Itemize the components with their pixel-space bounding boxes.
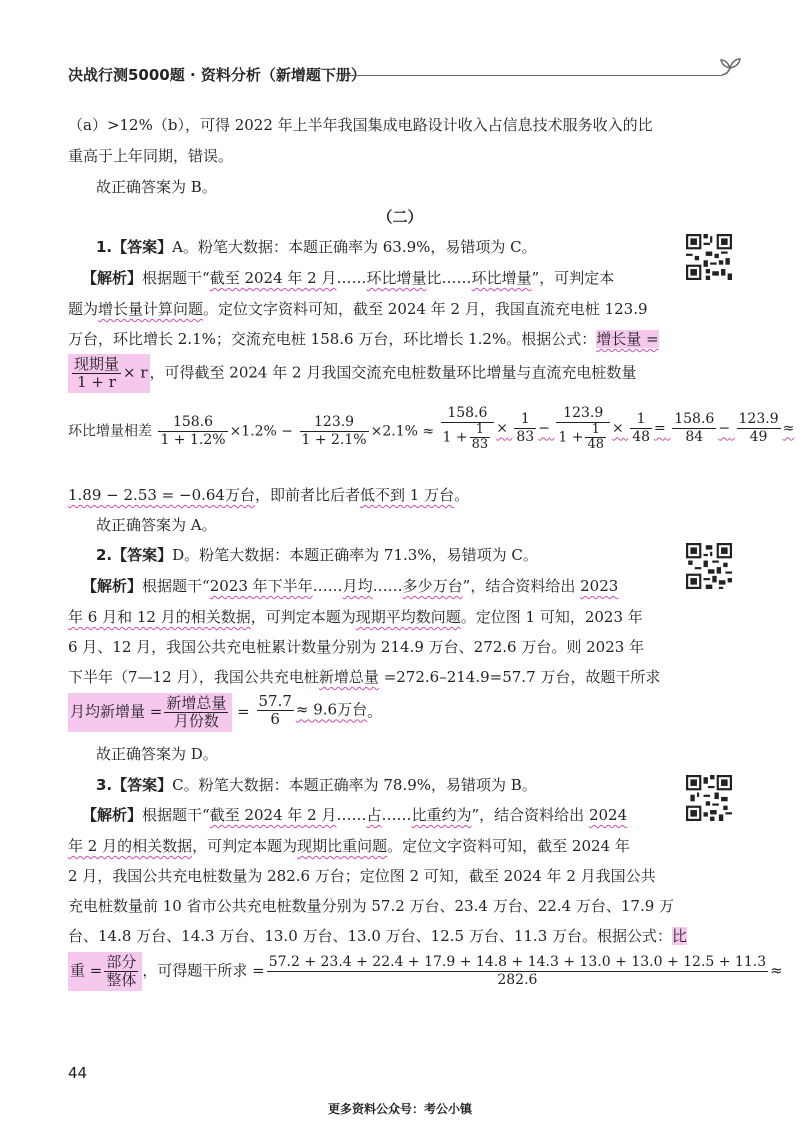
q2-analysis-line-3: 6 月、12 月，我国公共充电桩累计数量分别为 214.9 万台、272.6 万台。则 2023 年 [68,638,645,656]
q3-analysis-line-3: 2 月，我国公共充电桩数量为 282.6 万台；定位图 2 可知，截至 2024 年 2 月我国公共 [68,867,656,885]
q3-analysis-line-5: 台、14.8 万台、14.3 万台、13.0 万台、13.0 万台、12.5 万台、11.3 万台。根据公式：比 [68,927,688,945]
growth-formula: $\frac{\text{现期量}}{1 + r}$ × r [68,354,150,393]
analysis-label: 【解析】 [82,269,143,287]
book-title: 决战行测5000题 · 资料分析（新增题下册） [68,66,366,84]
answer-label: 2.【答案】 [96,546,173,564]
q2-analysis-line-2: 年 6 月和 12 月的相关数据，可判定本题为现期平均数问题。定位图 1 可知，2023 年 [68,608,643,626]
q1-analysis-line-1: 【解析】根据题干“截至 2024 年 2 月……环比增量比……环比增量”，可判定本 [82,269,615,287]
analysis-label: 【解析】 [82,806,143,824]
sprout-icon [718,56,744,78]
analysis-label: 【解析】 [82,577,143,595]
q1-formula-line: $\frac{\text{现期量}}{1 + r}$ × r ，可得截至 2024 年 2 月我国交流充电桩数量环比增量与直流充电桩数量 [68,354,732,393]
q1-analysis-line-2: 题为增长量计算问题。定位文字资料可知，截至 2024 年 2 月，我国直流充电桩 123.9 [68,300,648,318]
intro-line-2: 重高于上年同期，错误。 [68,147,234,165]
q1-calc-line: 环比增量相差 $\frac{158.6}{1 + 1.2\%}$ ×1.2% − $\frac{123.9}{1 + 2.1\%}$ ×2.1% ≈ 158.6 1 + $\frac{1}{83}$ × $\frac{1}{83}$ − 123.9 1 + $\frac{1}{48}$ × $\frac{1}{48}$ = $\frac{158.6}{84}$ − $\frac{123.9}{49}$ ≈ [68,405,732,458]
q2-analysis-line-1: 【解析】根据题干“2023 年下半年……月均……多少万台”，结合资料给出 2023 [82,577,619,595]
footer-note: 更多资料公众号：考公小镇 [327,1102,472,1116]
q1-analysis-line-3: 万台，环比增长 2.1%；交流充电桩 158.6 万台，环比增长 1.2%。根据公式：增长量 = [68,330,659,348]
answer-label: 3.【答案】 [96,776,173,794]
q3-analysis-line-2: 年 2 月的相关数据，可判定本题为现期比重问题。定位文字资料可知，截至 2024 年 [68,837,630,855]
q3-analysis-line-1: 【解析】根据题干“截至 2024 年 2 月……占……比重约为”，结合资料给出 2024 [82,806,628,824]
answer-text: D。粉笔大数据：本题正确率为 71.3%，易错项为 C。 [172,546,538,564]
average-formula: 月均新增量 = $\frac{\text{新增总量}}{\text{月份数}}$ [68,693,232,732]
header-divider [342,75,722,76]
q3-answer [96,775,760,795]
intro-line-1: （a）>12%（b），可得 2022 年上半年我国集成电路设计收入占信息技术服务收入的比 [68,116,653,134]
section-title: （二） [377,208,423,226]
approx-calc: 158.6 1 + $\frac{1}{83}$ × $\frac{1}{83}$ − 123.9 1 + $\frac{1}{48}$ × $\frac{1}{48}$ = $\frac{158.6}{84}$ − $\frac{123.9}{49}$ ≈ [442,405,795,452]
formula-highlight: 增长量 = [596,330,659,348]
q1-result-line: 1.89 − 2.53 = −0.64万台，即前者比后者低不到 1 万台。 [68,486,470,504]
intro-answer: 故正确答案为 B。 [96,178,217,196]
q3-formula-line: 重 = $\frac{\text{部分}}{\text{整体}}$ ，可得题干所求 = 57.2 + 23.4 + 22.4 + 17.9 + 14.8 + 14.3 + 13.0 + 13.0 + 12.5 + 11.3 282.6 ≈ [70,953,783,989]
proportion-formula: 重 = $\frac{\text{部分}}{\text{整体}}$ [68,952,142,991]
q1-answer [96,237,760,257]
q2-final-answer: 故正确答案为 D。 [96,745,218,763]
q3-analysis-line-4: 充电桩数量前 10 省市公共充电桩数量分别为 57.2 万台、23.4 万台、22.4 万台、17.9 万 [68,897,675,915]
q2-analysis-line-4: 下半年（7—12 月），我国公共充电桩新增总量 =272.6–214.9=57.7 万台，故题干所求 [68,668,661,686]
q2-answer [96,545,760,565]
answer-text: A。粉笔大数据：本题正确率为 63.9%，易错项为 C。 [172,238,537,256]
answer-text: C。粉笔大数据：本题正确率为 78.9%，易错项为 B。 [172,776,537,794]
q2-formula-line: 月均新增量 = $\frac{\text{新增总量}}{\text{月份数}}$ = $\frac{57.7}{6}$ ≈ 9.6万台。 [70,692,383,730]
q1-final-answer: 故正确答案为 A。 [96,516,217,534]
answer-label: 1.【答案】 [96,238,173,256]
page-number: 44 [68,1064,88,1082]
